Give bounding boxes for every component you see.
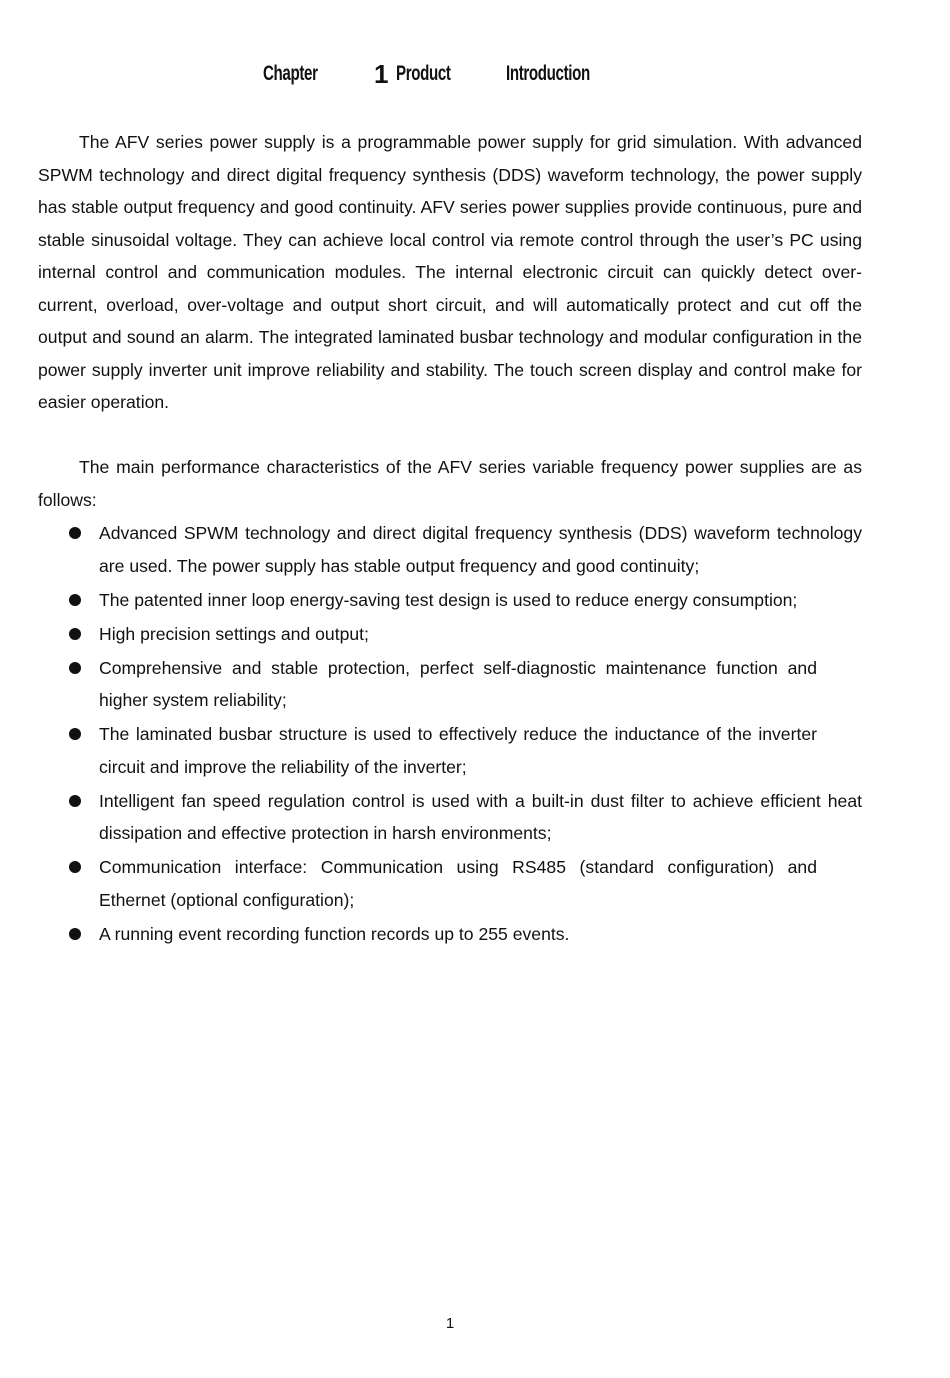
feature-item (68, 785, 862, 850)
bullet-icon (69, 861, 81, 873)
bullet-icon (69, 662, 81, 674)
feature-item (68, 851, 862, 916)
heading-product-word: Product (396, 62, 451, 85)
feature-text: Advanced SPWM technology and direct digital frequency synthesis (DDS) waveform technology are used. The power supply has stable output frequency and good continuity; (99, 523, 862, 576)
feature-item (68, 652, 862, 717)
feature-list (68, 517, 862, 952)
bullet-icon (69, 527, 81, 539)
feature-item (68, 918, 862, 951)
chapter-heading (0, 59, 950, 96)
feature-text: Comprehensive and stable protection, perfect self-diagnostic maintenance function and higher system reliability; (99, 657, 817, 710)
feature-text: Communication interface: Communication using RS485 (standard configuration) and Ethernet (optional configuration); (99, 857, 817, 910)
bullet-icon (69, 928, 81, 940)
feature-item (68, 517, 862, 582)
page-number: 1 (445, 1315, 455, 1332)
feature-text: A running event recording function records up to 255 events. (99, 923, 570, 944)
feature-text: Intelligent fan speed regulation control is used with a built-in dust filter to achieve efficient heat dissipation and effective protection in harsh environments; (99, 790, 862, 843)
feature-text: The laminated busbar structure is used to effectively reduce the inductance of the inverter circuit and improve the reliability of the inverter; (99, 724, 817, 777)
heading-chapter-number: 1 (374, 59, 388, 89)
bullet-icon (69, 594, 81, 606)
feature-item (68, 618, 862, 651)
bullet-icon (69, 728, 81, 740)
feature-text: The patented inner loop energy-saving test design is used to reduce energy consumption; (99, 589, 798, 610)
feature-text: High precision settings and output; (99, 623, 369, 644)
feature-item (68, 718, 862, 783)
characteristics-intro-paragraph: The main performance characteristics of the AFV series variable frequency power supplies are as follows: (38, 457, 862, 510)
heading-chapter-word: Chapter (263, 62, 318, 85)
bullet-icon (69, 795, 81, 807)
bullet-icon (69, 628, 81, 640)
intro-paragraph: The AFV series power supply is a programmable power supply for grid simulation. With advanced SPWM technology and direct digital frequency synthesis (DDS) waveform technology, the power supply has stable output frequency and good continuity. AFV series power supplies provide continuous, pure and stable sinusoidal voltage. They can achieve local control via remote control through the user’s PC using internal control and communication modules. The internal electronic circuit can quickly detect over- current, overload, over-voltage and output short circuit, and will automatically protect and cut off the output and sound an alarm. The integrated laminated busbar technology and modular configuration in the power supply inverter unit improve reliability and stability. The touch screen display and control make for easier operation. (38, 132, 862, 412)
heading-introduction-word: Introduction (506, 62, 590, 85)
feature-item (68, 584, 862, 617)
